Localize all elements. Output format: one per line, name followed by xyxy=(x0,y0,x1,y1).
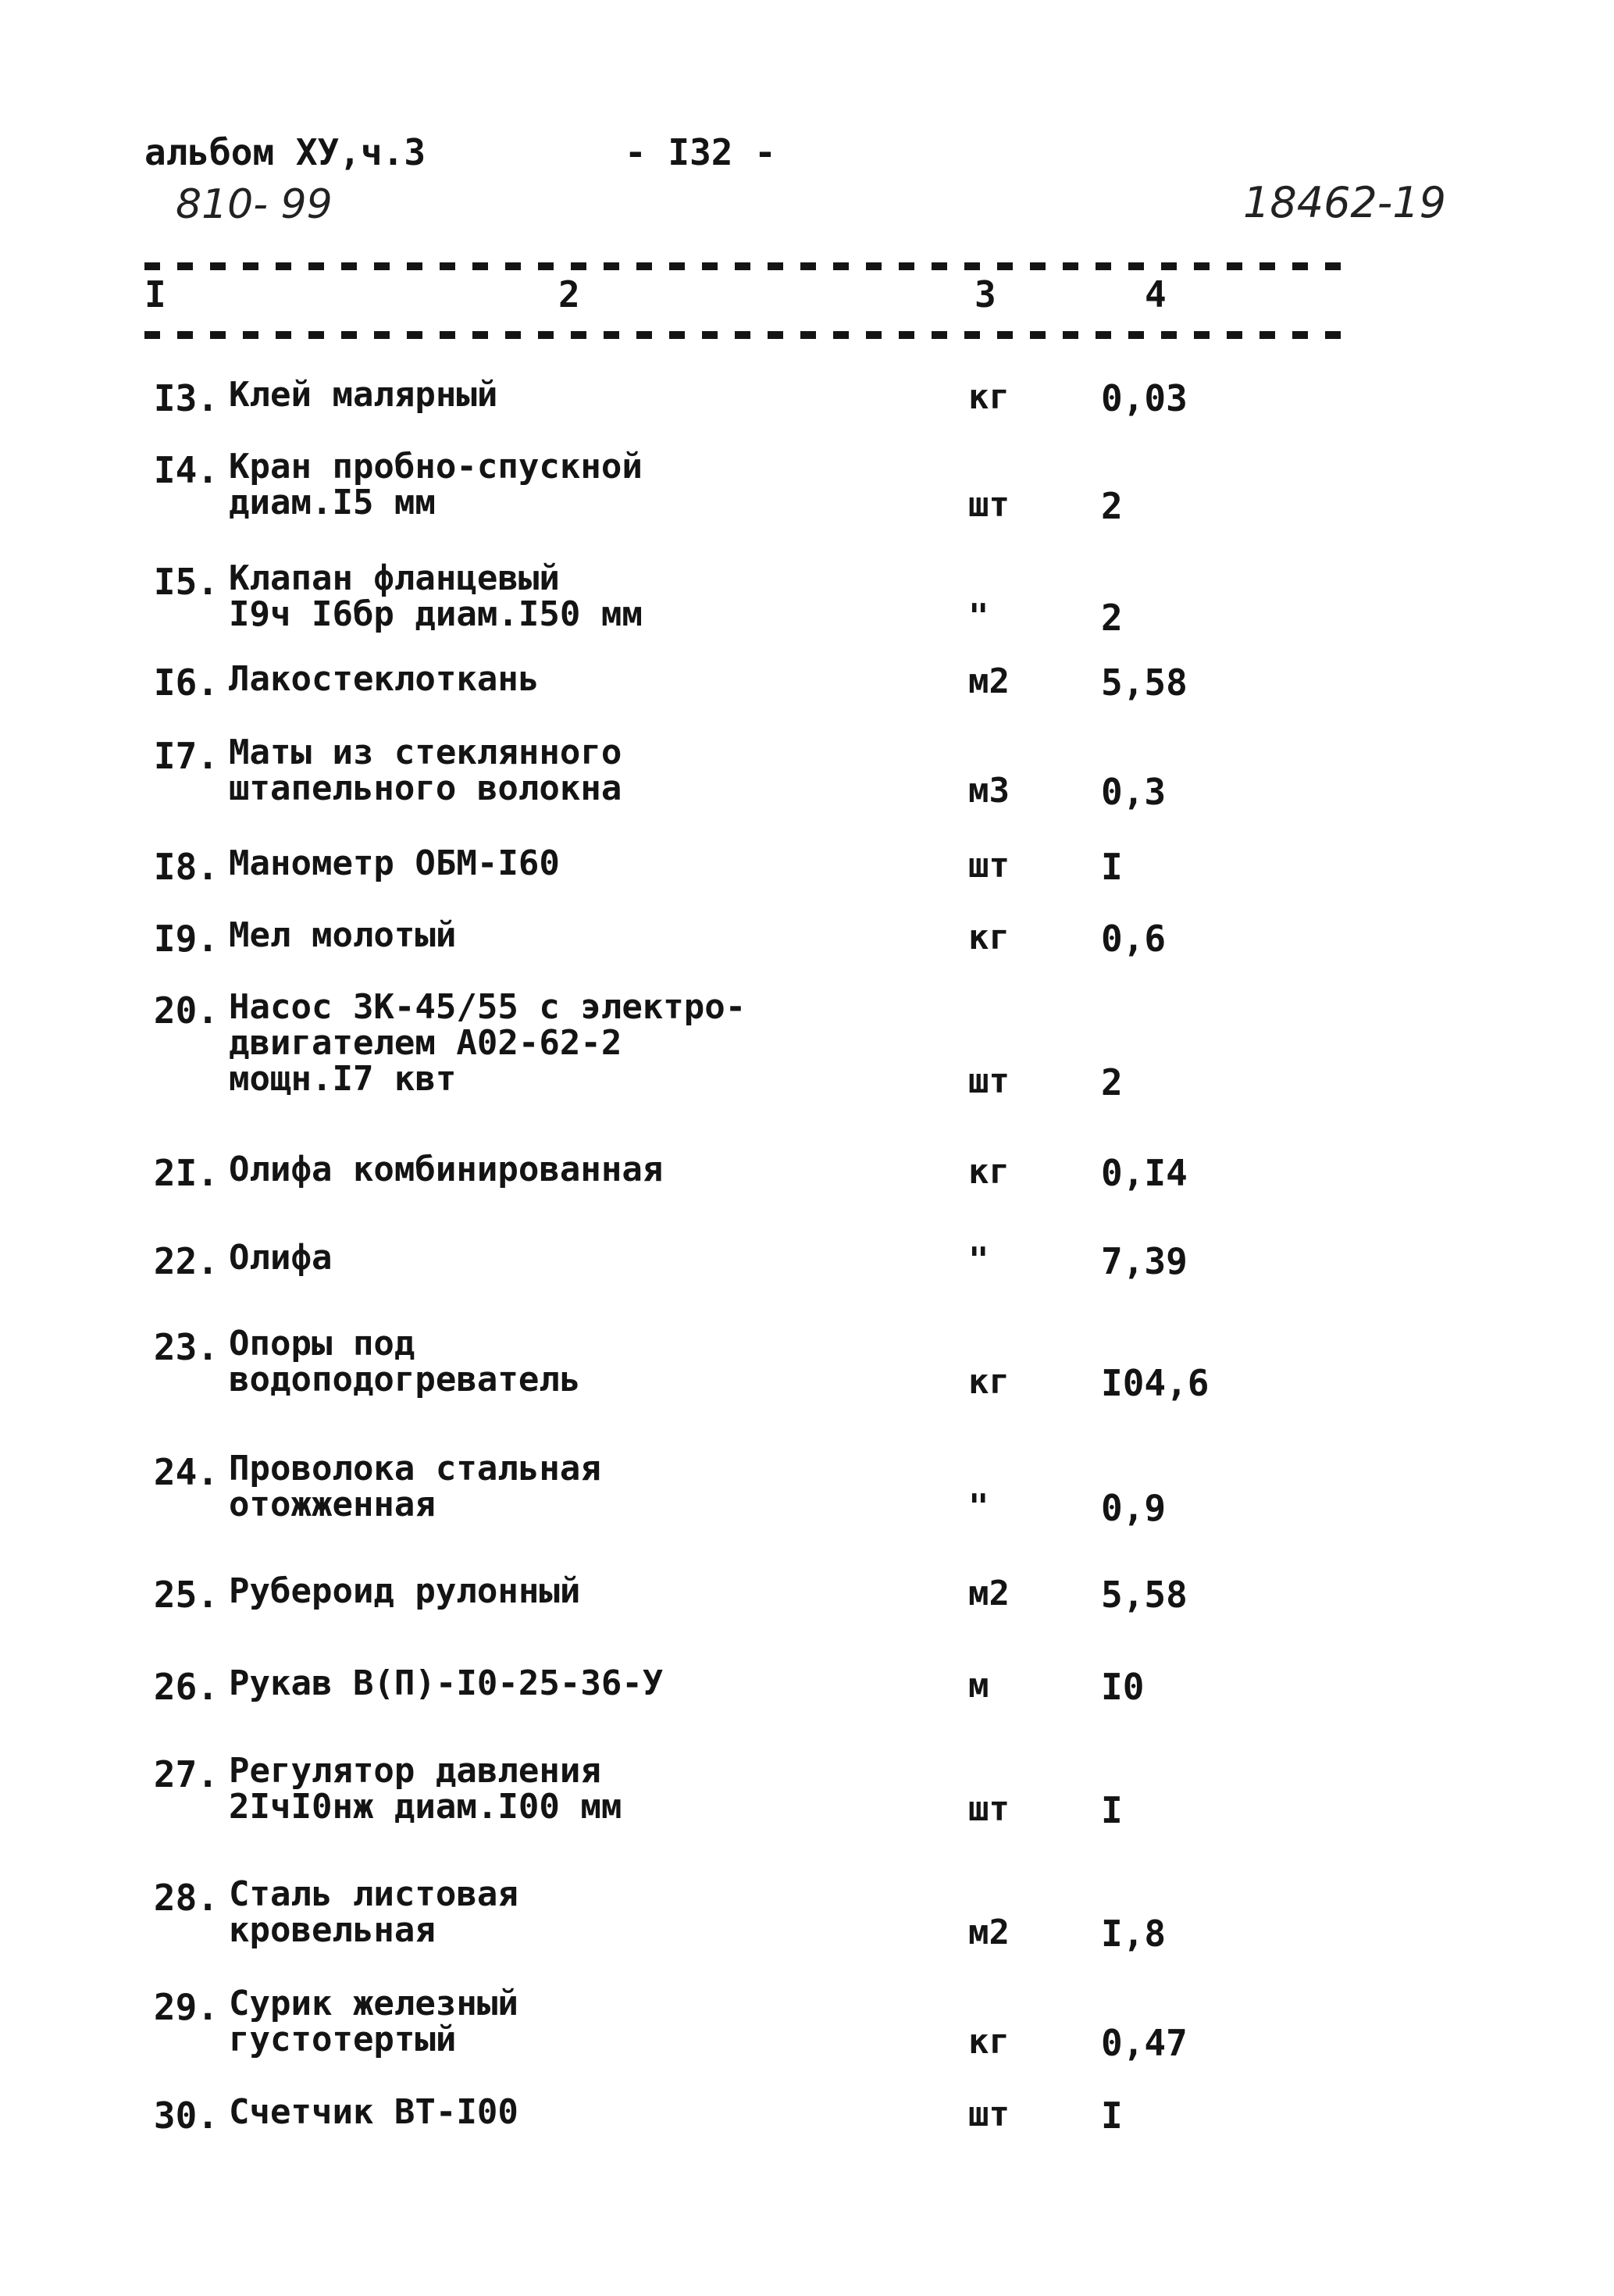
item-quantity: 7,39 xyxy=(1101,1240,1188,1282)
item-number: 2I. xyxy=(153,1152,219,1194)
item-unit: шт xyxy=(968,2095,1010,2134)
item-quantity: 2 xyxy=(1101,597,1123,639)
item-quantity: I xyxy=(1101,1789,1123,1831)
item-quantity: I,8 xyxy=(1101,1913,1167,1955)
item-name: Клей малярный xyxy=(229,375,498,415)
item-unit: шт xyxy=(968,1789,1010,1829)
item-name: Насос 3К-45/55 с электро- двигателем А02-62-2 мощн.I7 квт xyxy=(229,987,746,1099)
item-unit: кг xyxy=(968,918,1010,957)
item-name: Рукав В(П)-I0-25-36-У xyxy=(229,1663,664,1703)
item-number: 28. xyxy=(153,1877,219,1919)
item-unit: шт xyxy=(968,485,1010,525)
item-quantity: I04,6 xyxy=(1101,1362,1210,1404)
item-name: Кран пробно-спускной диам.I5 мм xyxy=(229,447,643,522)
item-quantity: 5,58 xyxy=(1101,1574,1188,1616)
page-number: - I32 - xyxy=(625,131,776,173)
item-number: I3. xyxy=(153,377,219,419)
item-name: Клапан фланцевый I9ч I6бр диам.I50 мм xyxy=(229,558,643,634)
item-number: 29. xyxy=(153,1986,219,2028)
item-unit: шт xyxy=(968,1061,1010,1101)
item-number: 30. xyxy=(153,2095,219,2137)
handwritten-code-right: 18462-19 xyxy=(1243,178,1446,227)
column-header-number: I xyxy=(144,273,166,316)
item-name: Манометр ОБМ-I60 xyxy=(229,843,560,883)
item-unit: кг xyxy=(968,1152,1010,1192)
item-unit: м2 xyxy=(968,1574,1010,1613)
item-unit: " xyxy=(968,597,989,636)
table-header-dashed-rule xyxy=(144,331,1351,339)
item-number: I8. xyxy=(153,846,219,888)
item-number: 25. xyxy=(153,1574,219,1616)
item-name: Сурик железный густотертый xyxy=(229,1984,518,2059)
column-header-unit: 3 xyxy=(974,273,996,316)
column-header-quantity: 4 xyxy=(1145,273,1167,316)
item-number: 22. xyxy=(153,1240,219,1282)
item-unit: м2 xyxy=(968,661,1010,701)
item-number: 23. xyxy=(153,1326,219,1368)
column-header-name: 2 xyxy=(558,273,580,316)
item-name: Опоры под водоподогреватель xyxy=(229,1324,581,1399)
item-quantity: I xyxy=(1101,846,1123,888)
item-quantity: 2 xyxy=(1101,1061,1123,1103)
album-reference: альбом XУ,ч.3 xyxy=(144,131,426,173)
item-unit: шт xyxy=(968,846,1010,886)
item-unit: кг xyxy=(968,2022,1010,2062)
item-unit: " xyxy=(968,1240,989,1280)
item-unit: " xyxy=(968,1487,989,1527)
item-name: Регулятор давления 2IчI0нж диам.I00 мм xyxy=(229,1751,622,1827)
item-quantity: 5,58 xyxy=(1101,661,1188,704)
item-unit: м2 xyxy=(968,1913,1010,1952)
item-number: 20. xyxy=(153,989,219,1032)
item-number: I9. xyxy=(153,918,219,960)
item-number: I7. xyxy=(153,735,219,777)
table-top-dashed-rule xyxy=(144,262,1351,270)
item-number: 26. xyxy=(153,1666,219,1708)
item-quantity: 0,03 xyxy=(1101,377,1188,419)
item-unit: кг xyxy=(968,377,1010,417)
item-name: Олифа комбинированная xyxy=(229,1150,664,1189)
item-quantity: 0,I4 xyxy=(1101,1152,1188,1194)
item-quantity: I0 xyxy=(1101,1666,1145,1708)
item-number: I4. xyxy=(153,449,219,491)
item-name: Олифа xyxy=(229,1238,333,1278)
item-name: Сталь листовая кровельная xyxy=(229,1874,518,1950)
item-unit: кг xyxy=(968,1362,1010,1402)
item-quantity: 0,3 xyxy=(1101,771,1167,813)
item-quantity: 0,9 xyxy=(1101,1487,1167,1529)
item-name: Счетчик ВТ-I00 xyxy=(229,2092,518,2132)
item-name: Мел молотый xyxy=(229,915,457,955)
item-quantity: 0,47 xyxy=(1101,2022,1188,2064)
item-name: Лакостеклоткань xyxy=(229,659,540,699)
handwritten-code-left: 810- 99 xyxy=(176,181,333,228)
item-name: Проволока стальная отожженная xyxy=(229,1449,601,1524)
item-number: I5. xyxy=(153,561,219,603)
item-unit: м3 xyxy=(968,771,1010,811)
item-number: 24. xyxy=(153,1451,219,1493)
item-quantity: I xyxy=(1101,2095,1123,2137)
item-quantity: 2 xyxy=(1101,485,1123,527)
item-name: Маты из стеклянного штапельного волокна xyxy=(229,733,622,808)
item-quantity: 0,6 xyxy=(1101,918,1167,960)
item-unit: м xyxy=(968,1666,989,1706)
item-name: Рубероид рулонный xyxy=(229,1571,581,1611)
item-number: I6. xyxy=(153,661,219,704)
item-number: 27. xyxy=(153,1753,219,1795)
